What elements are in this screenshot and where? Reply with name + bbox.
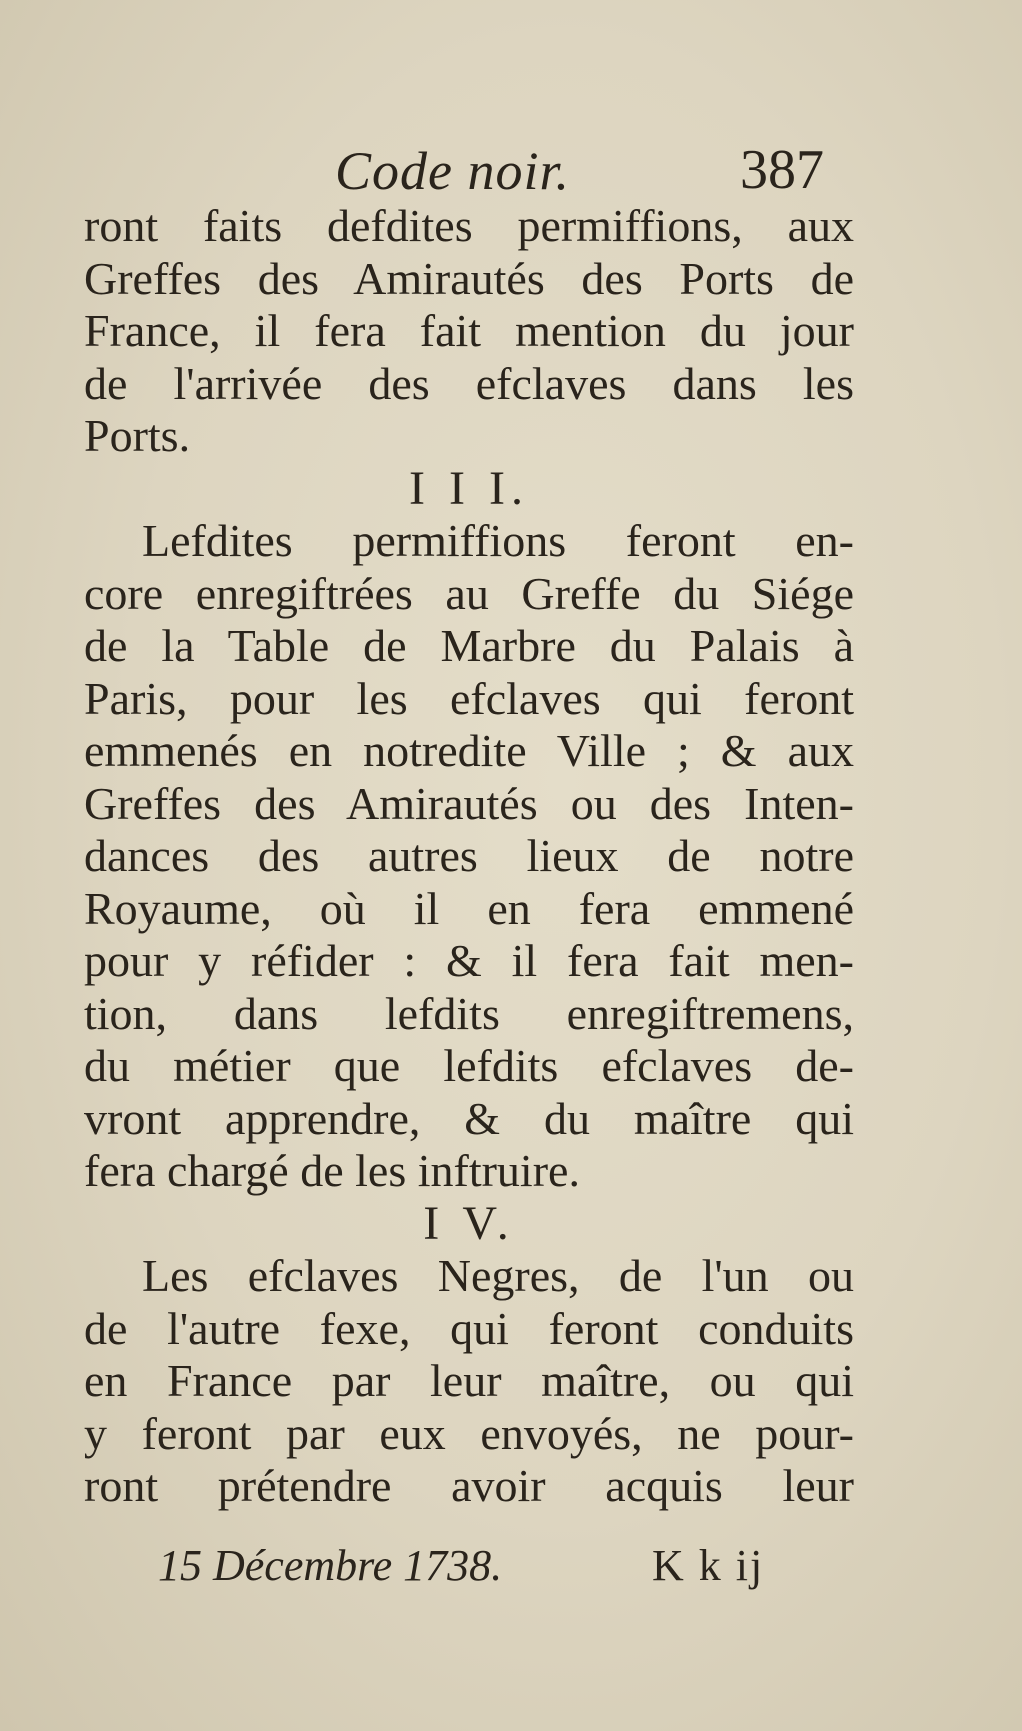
page-footer: [0, 1540, 1022, 1610]
text-line: Les efclaves Negres, de l'un ou: [142, 1250, 854, 1301]
text-line: pour y réfider : & il fera fait men-: [84, 935, 854, 986]
text-line: Ports.: [84, 410, 191, 461]
text-line: Greffes des Amirautés des Ports de: [84, 252, 854, 304]
text-line: tion, dans lefdits enregiftremens,: [84, 987, 854, 1039]
text-line: France, il fera fait mention du jour: [84, 305, 854, 356]
article-4-text: [84, 1250, 854, 1513]
signature-mark: K k ij: [652, 1541, 765, 1590]
article-3-text: [84, 515, 854, 1198]
footer-date: 15 Décembre 1738.: [158, 1541, 503, 1590]
article-heading-3: I I I.: [409, 461, 529, 515]
text-line: dances des autres lieux de notre: [84, 830, 854, 881]
text-line: Royaume, où il en fera emmené: [84, 882, 854, 934]
text-line: emmenés en notredite Ville ; & aux: [84, 725, 854, 776]
article-heading-4: I V.: [423, 1196, 515, 1250]
running-title: Code noir.: [335, 141, 571, 201]
text-line: vront apprendre, & du maître qui: [84, 1092, 854, 1144]
page-number: 387: [740, 139, 824, 201]
paragraph-continuation: [84, 200, 854, 463]
text-line: en France par leur maître, ou qui: [84, 1355, 854, 1406]
page-body: [84, 200, 854, 1513]
text-line: core enregiftrées au Greffe du Siége: [84, 567, 854, 619]
text-line: de la Table de Marbre du Palais à: [84, 620, 854, 671]
text-line: du métier que lefdits efclaves de-: [84, 1040, 854, 1091]
text-line: Greffes des Amirautés ou des Inten-: [84, 777, 854, 829]
text-line: ront prétendre avoir acquis leur: [84, 1460, 854, 1511]
text-line: de l'arrivée des efclaves dans les: [84, 357, 854, 409]
text-line: de l'autre fexe, qui feront conduits: [84, 1302, 854, 1354]
text-line: Lefdites permiffions feront en-: [142, 515, 854, 566]
text-line: y feront par eux envoyés, ne pour-: [84, 1407, 854, 1459]
text-line: Paris, pour les efclaves qui feront: [84, 672, 854, 724]
text-line: fera chargé de les inftruire.: [84, 1145, 580, 1196]
text-line: ront faits defdites permiffions, aux: [84, 200, 854, 251]
